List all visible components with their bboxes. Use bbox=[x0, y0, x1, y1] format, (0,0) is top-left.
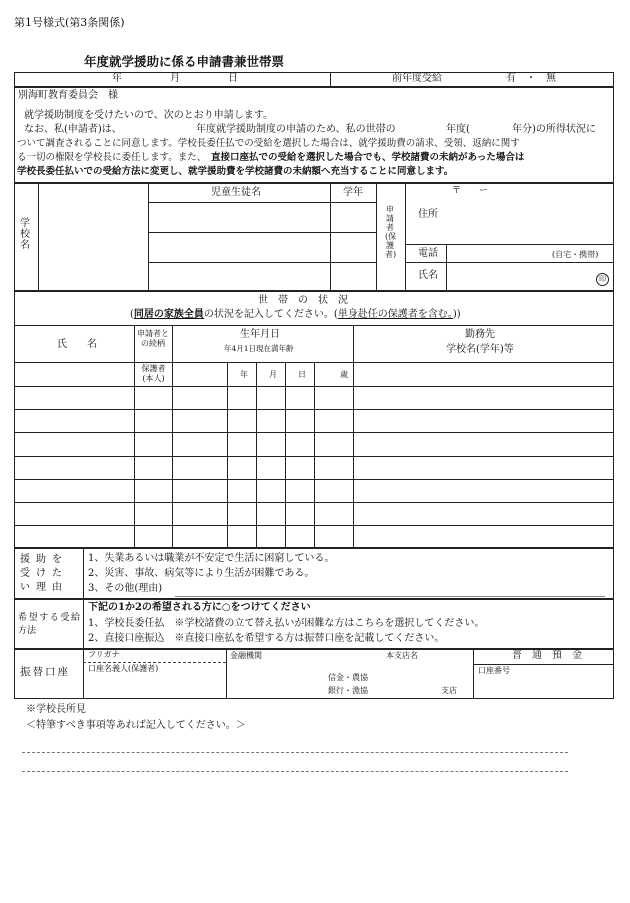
furigana-label: フリガナ bbox=[88, 650, 120, 659]
ginko-label: 銀行・漁協 bbox=[328, 686, 368, 695]
method-label: 希望する受給方法 bbox=[18, 613, 80, 636]
household-note-e: )) bbox=[452, 309, 461, 320]
reason-item2[interactable]: 2、災害、事故、病気等により生活が困難である。 bbox=[88, 568, 315, 579]
year-label: 年 bbox=[112, 73, 122, 84]
unit-month: 月 bbox=[269, 370, 277, 379]
household-note-c: の状況を記入してください。( bbox=[203, 309, 338, 320]
applicant-label: 申請者(保護者) bbox=[385, 205, 397, 259]
household-note-b: 同居の家族全員 bbox=[133, 309, 204, 320]
name-label: 氏名 bbox=[418, 270, 438, 281]
account-holder-label: 口座名義人(保護者) bbox=[88, 664, 159, 673]
day-label: 日 bbox=[228, 73, 238, 84]
intro-line1: 就学援助制度を受けたいので、次のとおり申請します。 bbox=[24, 110, 273, 121]
phone-note: (自宅・携帯) bbox=[552, 250, 599, 259]
grade-header: 学年 bbox=[343, 187, 363, 198]
bank-label: 金融機関 bbox=[230, 651, 262, 660]
reason-item1[interactable]: 1、失業あるいは職業が不安定で生活に困窮している。 bbox=[88, 553, 335, 564]
prev-year-label: 前年度受給 bbox=[392, 73, 442, 84]
intro-line5: 学校長委任払いでの受給方法に変更し、就学援助費を学校諸費の未納額へ充当することに同意します。 bbox=[17, 166, 454, 177]
col-dob-note: 年4月1日現在満年齢 bbox=[224, 344, 294, 353]
col-name-header: 氏 名 bbox=[57, 339, 97, 350]
household-title: 世 帯 の 状 況 bbox=[258, 295, 348, 306]
col-dob-header: 生年月日 bbox=[240, 329, 280, 340]
intro-line2a: なお、私(申請者)は、 bbox=[24, 124, 122, 135]
method-item1[interactable]: 1、学校長委任払 ※学校諸費の立て替え払いが困難な方はこちらを選択してください。 bbox=[88, 618, 485, 629]
intro-line4b: 直接口座払での受給を選択した場合でも、学校諸費の未納があった場合は bbox=[211, 152, 525, 163]
col-work-header: 勤務先 bbox=[465, 329, 495, 340]
form-number: 第1号様式(第3条関係) bbox=[14, 16, 125, 29]
shiten-label: 支店 bbox=[441, 686, 457, 695]
addressee: 別海町教育委員会 様 bbox=[18, 90, 118, 101]
intro-line4a: る一切の権限を学校長に委任します。また、 bbox=[17, 152, 207, 163]
school-section bbox=[14, 183, 614, 291]
method-heading: 下記の1か2の希望される方に○をつけてください bbox=[88, 602, 311, 613]
household-note-d: 単身赴任の保護者を含む。 bbox=[337, 309, 453, 320]
comment-line-2[interactable] bbox=[22, 771, 568, 772]
address-label: 住所 bbox=[418, 209, 438, 220]
prev-year-options[interactable]: 有 ・ 無 bbox=[506, 73, 556, 84]
unit-day: 日 bbox=[298, 370, 306, 379]
intro-line2d: 年分)の所得状況に bbox=[512, 124, 596, 135]
branch-label: 本支店名 bbox=[386, 651, 418, 660]
form-title: 年度就学援助に係る申請書兼世帯票 bbox=[84, 54, 285, 69]
row1-relation: 保護者(本人) bbox=[141, 364, 166, 383]
phone-label: 電話 bbox=[418, 248, 438, 259]
method-item2[interactable]: 2、直接口座振込 ※直接口座払を希望する方は振替口座を記載してください。 bbox=[88, 633, 445, 644]
principal-note: ＜特筆すべき事項等あれば記入してください。＞ bbox=[26, 720, 246, 731]
intro-line3: ついて調査されることに同意します。学校長委任払での受給を選択した場合は、就学援助費の請求、受領、返納に関す bbox=[17, 138, 520, 149]
comment-line-1[interactable] bbox=[22, 752, 568, 753]
intro-line2c: 年度( bbox=[446, 124, 470, 135]
unit-age: 歳 bbox=[340, 370, 348, 379]
seal-mark: 印 bbox=[596, 273, 609, 286]
account-label: 振替口座 bbox=[20, 666, 70, 678]
postal-mark[interactable]: 〒 ー bbox=[452, 186, 489, 196]
month-label: 月 bbox=[170, 73, 180, 84]
student-name-header: 児童生徒名 bbox=[211, 187, 261, 198]
reason-item3[interactable]: 3、その他(理由) bbox=[88, 583, 163, 594]
account-number-label: 口座番号 bbox=[478, 666, 510, 675]
col-work-sub: 学校名(学年)等 bbox=[446, 344, 514, 355]
deposit-type: 普 通 預 金 bbox=[512, 650, 582, 661]
shinkin-label: 信金・農協 bbox=[328, 673, 368, 682]
col-relation-header: 申請者との続柄 bbox=[137, 329, 169, 348]
reason-label: 援助を受けたい理由 bbox=[20, 554, 68, 593]
unit-year: 年 bbox=[240, 370, 248, 379]
household-note bbox=[130, 310, 461, 320]
household-note-a: ( bbox=[130, 309, 134, 320]
school-name-label: 学校名 bbox=[20, 218, 30, 251]
intro-line2b: 年度就学援助制度の申請のため、私の世帯の bbox=[196, 124, 396, 135]
principal-label: ※学校長所見 bbox=[26, 704, 86, 715]
